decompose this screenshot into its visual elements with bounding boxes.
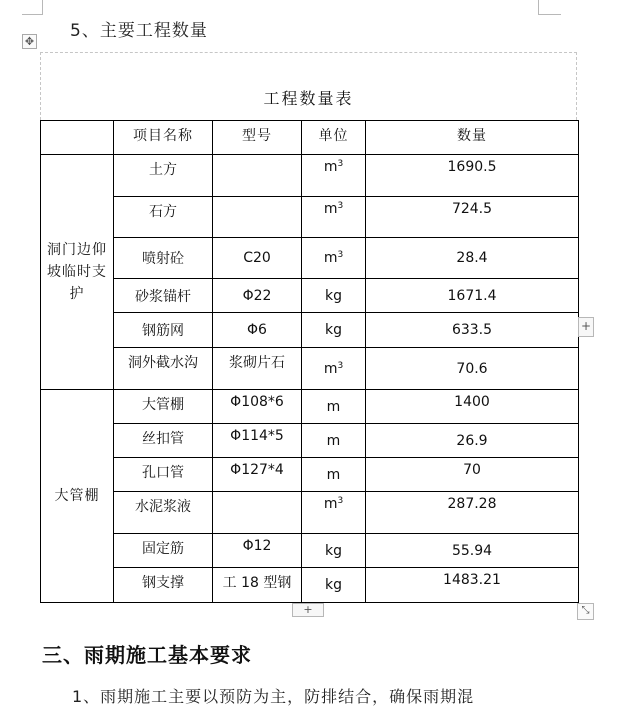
quantity-table bbox=[40, 120, 579, 603]
unit-cell[interactable] bbox=[302, 534, 366, 568]
unit-cell[interactable] bbox=[302, 348, 366, 390]
table-resize-handle-icon[interactable]: ⤡ bbox=[577, 603, 594, 620]
unit-text: m bbox=[323, 159, 338, 175]
item-cell[interactable]: 砂浆锚杆 bbox=[114, 279, 213, 313]
quantity-cell[interactable]: 724.5 bbox=[366, 197, 579, 238]
table-title: 工程数量表 bbox=[263, 89, 354, 108]
quantity-cell[interactable]: 28.4 bbox=[366, 238, 579, 279]
group-cell-pipe-roof[interactable]: 大管棚 bbox=[41, 390, 114, 603]
section-heading: 5、主要工程数量 bbox=[70, 21, 208, 41]
table-row bbox=[41, 348, 579, 390]
header-model[interactable]: 型号 bbox=[213, 121, 302, 155]
unit-superscript: 3 bbox=[337, 159, 344, 169]
model-cell[interactable] bbox=[213, 155, 302, 197]
model-cell[interactable]: 工 18 型钢 bbox=[213, 568, 302, 603]
table-move-handle-icon[interactable]: ✥ bbox=[22, 34, 37, 49]
add-row-button[interactable]: + bbox=[292, 603, 324, 617]
item-cell[interactable]: 固定筋 bbox=[114, 534, 213, 568]
unit-text: m bbox=[326, 466, 341, 483]
unit-cell[interactable] bbox=[302, 424, 366, 458]
unit-text: kg bbox=[325, 322, 342, 338]
table-row bbox=[41, 458, 579, 492]
item-cell[interactable]: 孔口管 bbox=[114, 458, 213, 492]
header-empty-cell[interactable] bbox=[41, 121, 114, 155]
table-row bbox=[41, 568, 579, 603]
table-row bbox=[41, 238, 579, 279]
unit-cell[interactable] bbox=[302, 155, 366, 197]
unit-cell[interactable] bbox=[302, 313, 366, 348]
header-item-name[interactable]: 项目名称 bbox=[114, 121, 213, 155]
unit-superscript: 3 bbox=[337, 360, 344, 371]
quantity-cell[interactable]: 26.9 bbox=[366, 424, 579, 458]
unit-cell[interactable] bbox=[302, 458, 366, 492]
unit-superscript: 3 bbox=[337, 201, 344, 211]
quantity-cell[interactable]: 287.28 bbox=[366, 492, 579, 534]
model-cell[interactable]: Φ127*4 bbox=[213, 458, 302, 492]
unit-text: m bbox=[326, 398, 341, 415]
model-cell[interactable]: Φ6 bbox=[213, 313, 302, 348]
model-cell[interactable] bbox=[213, 197, 302, 238]
unit-text: m bbox=[323, 250, 338, 266]
unit-superscript: 3 bbox=[337, 496, 344, 506]
table-header-row bbox=[41, 121, 579, 155]
unit-cell[interactable] bbox=[302, 197, 366, 238]
model-cell[interactable]: Φ108*6 bbox=[213, 390, 302, 424]
unit-cell[interactable] bbox=[302, 568, 366, 603]
unit-text: m bbox=[326, 432, 341, 449]
table-row bbox=[41, 390, 579, 424]
header-unit[interactable]: 单位 bbox=[302, 121, 366, 155]
table-row bbox=[41, 424, 579, 458]
item-cell[interactable]: 钢筋网 bbox=[114, 313, 213, 348]
page-corner-mark-right bbox=[538, 0, 561, 15]
add-column-button[interactable]: + bbox=[578, 317, 594, 337]
quantity-cell[interactable]: 1400 bbox=[366, 390, 579, 424]
table-row bbox=[41, 313, 579, 348]
quantity-cell[interactable]: 1690.5 bbox=[366, 155, 579, 197]
model-cell[interactable]: Φ12 bbox=[213, 534, 302, 568]
unit-cell[interactable] bbox=[302, 238, 366, 279]
unit-text: m bbox=[323, 360, 338, 377]
model-cell[interactable]: C20 bbox=[213, 238, 302, 279]
quantity-cell[interactable]: 55.94 bbox=[366, 534, 579, 568]
quantity-cell[interactable]: 633.5 bbox=[366, 313, 579, 348]
item-cell[interactable]: 洞外截水沟 bbox=[114, 348, 213, 390]
quantity-cell[interactable]: 70 bbox=[366, 458, 579, 492]
table-row bbox=[41, 197, 579, 238]
unit-text: kg bbox=[325, 287, 342, 304]
unit-superscript: 3 bbox=[337, 250, 344, 260]
unit-cell[interactable] bbox=[302, 492, 366, 534]
group-cell-portal-support[interactable]: 洞门边仰坡临时支护 bbox=[41, 155, 114, 390]
unit-cell[interactable] bbox=[302, 279, 366, 313]
item-cell[interactable]: 丝扣管 bbox=[114, 424, 213, 458]
item-cell[interactable]: 大管棚 bbox=[114, 390, 213, 424]
model-cell[interactable]: Φ114*5 bbox=[213, 424, 302, 458]
item-cell[interactable]: 钢支撑 bbox=[114, 568, 213, 603]
model-cell[interactable]: Φ22 bbox=[213, 279, 302, 313]
chapter-heading: 三、雨期施工基本要求 bbox=[42, 643, 252, 667]
header-quantity[interactable]: 数量 bbox=[366, 121, 579, 155]
model-cell[interactable]: 浆砌片石 bbox=[213, 348, 302, 390]
unit-text: kg bbox=[325, 577, 342, 593]
page-corner-mark-left bbox=[22, 0, 43, 15]
table-row bbox=[41, 155, 579, 197]
quantity-cell[interactable]: 70.6 bbox=[366, 348, 579, 390]
unit-text: m bbox=[323, 496, 338, 512]
table-row bbox=[41, 492, 579, 534]
quantity-cell[interactable]: 1483.21 bbox=[366, 568, 579, 603]
unit-text: m bbox=[323, 201, 338, 217]
quantity-cell[interactable]: 1671.4 bbox=[366, 279, 579, 313]
model-cell[interactable] bbox=[213, 492, 302, 534]
table-row bbox=[41, 534, 579, 568]
item-cell[interactable]: 土方 bbox=[114, 155, 213, 197]
unit-text: kg bbox=[325, 542, 342, 559]
item-cell[interactable]: 石方 bbox=[114, 197, 213, 238]
unit-cell[interactable] bbox=[302, 390, 366, 424]
item-cell[interactable]: 水泥浆液 bbox=[114, 492, 213, 534]
item-cell[interactable]: 喷射砼 bbox=[114, 238, 213, 279]
body-text-line: 1、雨期施工主要以预防为主，防排结合，确保雨期混 bbox=[72, 687, 475, 706]
table-row bbox=[41, 279, 579, 313]
